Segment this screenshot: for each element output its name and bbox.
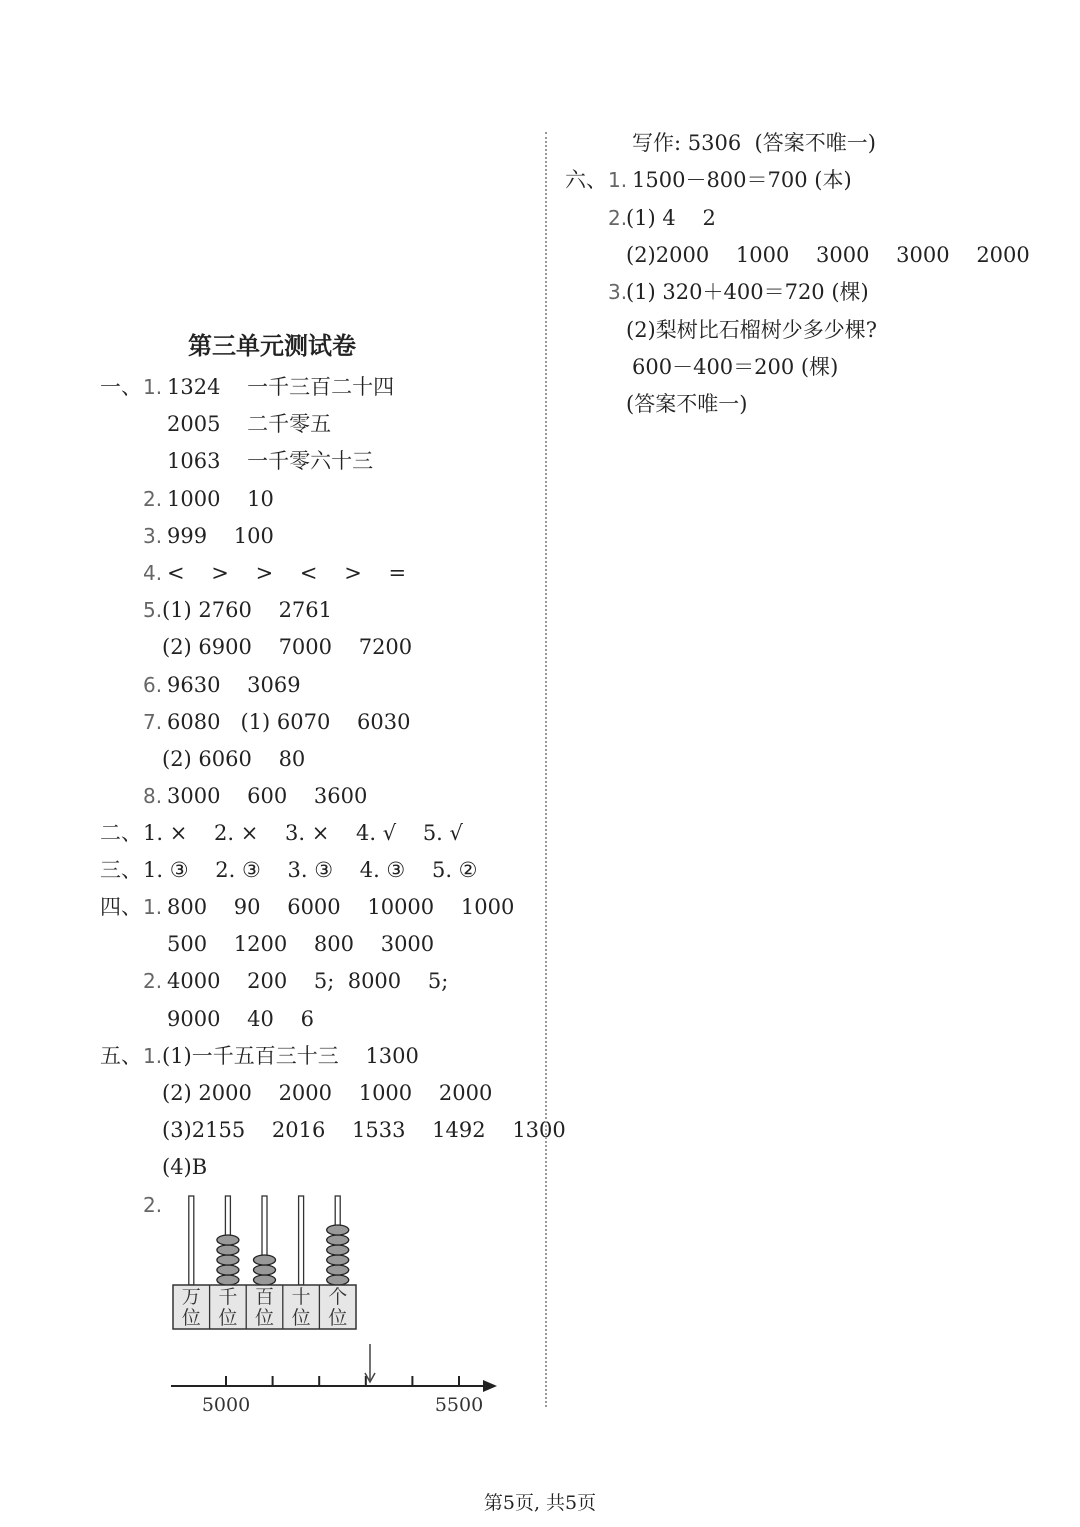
q7-number: 7. [143, 710, 163, 734]
abacus-place-label: 个 [328, 1286, 348, 1308]
abacus-place-label: 位 [218, 1307, 238, 1329]
q3-answer: 999 100 [167, 524, 274, 548]
q7-answer-a: 6080 (1) 6070 6030 [167, 710, 411, 734]
abacus-bead [217, 1255, 239, 1265]
s5-q2-number: 2. [143, 1193, 163, 1217]
abacus-bead [327, 1235, 349, 1245]
number-line-arrowhead [483, 1380, 497, 1392]
section-6-label: 六、 [565, 168, 607, 192]
section-1-label: 一、 [100, 375, 142, 399]
column-divider [545, 132, 547, 1407]
abacus-bead [254, 1275, 276, 1285]
section-2-answers: 1. × 2. × 3. × 4. √ 5. √ [143, 821, 463, 845]
s4-q1-answer-b: 500 1200 800 3000 [167, 932, 435, 956]
abacus-place-label: 位 [291, 1307, 311, 1329]
abacus-bead [217, 1265, 239, 1275]
s5-q1-answer-c: (3)2155 2016 1533 1492 1300 [162, 1118, 566, 1142]
q1-answer-b: 2005 二千零五 [167, 412, 332, 436]
abacus-bead [327, 1225, 349, 1235]
section-3-answers: 1. ③ 2. ③ 3. ③ 4. ③ 5. ② [143, 858, 478, 882]
section-5-label: 五、 [100, 1044, 142, 1068]
abacus-bead [327, 1255, 349, 1265]
abacus-bead [217, 1245, 239, 1255]
q7-answer-b: (2) 6060 80 [162, 747, 306, 771]
q4-answer: < > > < > = [167, 561, 407, 585]
abacus-beads [217, 1225, 349, 1285]
q2-answer: 1000 10 [167, 487, 274, 511]
section-4-label: 四、 [100, 895, 142, 919]
abacus-place-label: 位 [254, 1307, 275, 1329]
abacus-bead [327, 1275, 349, 1285]
q8-number: 8. [143, 784, 163, 808]
q6-answer: 9630 3069 [167, 673, 301, 697]
s5-q1-answer-a: (1)一千五百三十三 1300 [162, 1044, 419, 1068]
abacus-rod [189, 1196, 194, 1285]
abacus-place-label: 万 [181, 1286, 201, 1308]
s4-q1-number: 1. [143, 895, 163, 919]
q5-number: 5. [143, 598, 163, 622]
abacus-place-label: 位 [328, 1307, 348, 1329]
q1-number: 1. [143, 375, 163, 399]
s6-q3-answer-c: 600－400＝200 (棵) [632, 355, 839, 379]
s4-q1-answer-a: 800 90 6000 10000 1000 [167, 895, 515, 919]
number-line [165, 1340, 505, 1420]
s6-q1-number: 1. [608, 168, 628, 192]
q2-number: 2. [143, 487, 163, 511]
page-footer: 第5页, 共5页 [483, 1492, 597, 1514]
s4-q2-answer-a: 4000 200 5; 8000 5; [167, 969, 449, 993]
s4-q2-answer-b: 9000 40 6 [167, 1007, 314, 1031]
q1-answer-c: 1063 一千零六十三 [167, 449, 374, 473]
abacus-bead [327, 1245, 349, 1255]
number-line-label-end: 5500 [434, 1394, 484, 1416]
abacus-bead [254, 1255, 276, 1265]
s5-q1-answer-b: (2) 2000 2000 1000 2000 [162, 1081, 493, 1105]
abacus-bead [254, 1265, 276, 1275]
q8-answer: 3000 600 3600 [167, 784, 368, 808]
q5-answer-a: (1) 2760 2761 [162, 598, 333, 622]
s6-q3-answer-a: (1) 320＋400＝720 (棵) [626, 280, 869, 304]
section-2-label: 二、 [100, 821, 142, 845]
abacus-place-label: 位 [181, 1307, 201, 1329]
q3-number: 3. [143, 524, 163, 548]
s4-q2-number: 2. [143, 969, 163, 993]
number-line-label-start: 5000 [201, 1394, 251, 1416]
q1-answer-a: 1324 一千三百二十四 [167, 375, 395, 399]
s5-q1-number: 1. [143, 1044, 163, 1068]
abacus-bead [217, 1235, 239, 1245]
section-3-label: 三、 [100, 858, 142, 882]
abacus-place-label: 百 [254, 1286, 275, 1308]
q6-number: 6. [143, 673, 163, 697]
s6-q1-answer: 1500－800＝700 (本) [632, 168, 852, 192]
page-title: 第三单元测试卷 [188, 331, 356, 360]
q4-number: 4. [143, 561, 163, 585]
s6-q2-number: 2. [608, 206, 628, 230]
abacus-bead [327, 1265, 349, 1275]
number-line-ticks [226, 1376, 459, 1386]
abacus-place-label: 十 [291, 1286, 311, 1308]
abacus-bead [217, 1275, 239, 1285]
s6-q3-answer-b: (2)梨树比石榴树少多少棵? [626, 318, 878, 342]
abacus-rod [299, 1196, 304, 1285]
s6-q3-answer-d: (答案不唯一) [626, 392, 748, 416]
s6-q2-answer-b: (2)2000 1000 3000 3000 2000 [626, 243, 1030, 267]
abacus-figure [165, 1190, 365, 1335]
s5-q1-answer-d: (4)B [162, 1155, 208, 1179]
s6-q2-answer-a: (1) 4 2 [626, 206, 716, 230]
abacus-place-label: 千 [218, 1286, 238, 1308]
q5-answer-b: (2) 6900 7000 7200 [162, 635, 413, 659]
r0-answer: 写作: 5306 (答案不唯一) [632, 131, 876, 155]
s6-q3-number: 3. [608, 280, 628, 304]
